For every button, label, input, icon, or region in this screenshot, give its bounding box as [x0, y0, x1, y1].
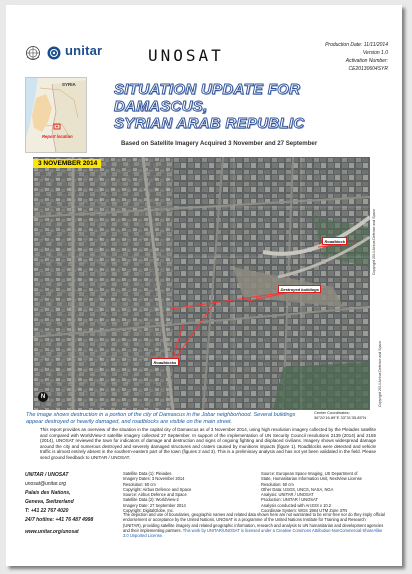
- satellite-image: [33, 157, 370, 410]
- metadata-right-item: Resolution: 50 cm: [261, 481, 294, 487]
- metadata-left-item: Imagery Dates: 3 November 2014: [123, 476, 185, 482]
- activation-number: CE20130604SYR: [348, 66, 388, 72]
- production-info: [278, 41, 388, 73]
- metadata-right-column: [261, 471, 362, 513]
- label-roadblock: Roadblock: [322, 237, 347, 245]
- metadata-left-item: Satellite Data (1): Pleiades: [123, 471, 172, 476]
- report-subtitle: Based on Satellite Imagery Acquired 3 November and 27 September: [121, 140, 318, 147]
- label-destroyed-buildings: Destroyed buildings: [278, 285, 321, 293]
- production-date: Production Date: 11/11/2014: [325, 42, 388, 48]
- vegetation-area: [273, 362, 370, 410]
- contact-address-1: Palais des Nations,: [25, 490, 71, 496]
- satellite-image-panel: [33, 157, 370, 410]
- contact-org: UNITAR / UNOSAT: [25, 472, 69, 478]
- metadata-right-item: Other Data: USGS, UNCS, NASA, NGA: [261, 486, 334, 492]
- inset-map-graphic: [26, 78, 86, 152]
- contact-hotline: 24/7 hotline: +41 76 487 4998: [25, 517, 94, 523]
- un-emblem-icon: [25, 45, 41, 61]
- unitar-wordmark: unitar: [65, 43, 103, 58]
- contact-block: [25, 471, 111, 537]
- metadata-left-item: Satellite Data (2): WorldView-2: [123, 497, 179, 503]
- coordinates-value: 36°20'16.89"E 33°31'35.85"N: [314, 415, 367, 420]
- metadata-left-item: Source: Airbus Defence and Space: [123, 492, 187, 498]
- unitar-logo-icon: [47, 46, 61, 60]
- location-inset-map: [25, 77, 87, 153]
- metadata-right-item: State, Humanitarian Information Unit, NextView License: [261, 476, 362, 482]
- metadata-right-item: Coordinate System: WGS 1984 UTM Zone 37N: [261, 508, 348, 514]
- metadata-right-item: Analysis conducted with ArcGIS v 10.2: [261, 502, 332, 508]
- contact-email[interactable]: unosat@unitar.org: [25, 481, 67, 487]
- disclaimer-block: [123, 512, 385, 538]
- syria-shape: [52, 80, 86, 152]
- version: Version 1.0: [362, 50, 388, 56]
- metadata-right-item: Production: UNITAR / UNOSAT: [261, 497, 318, 503]
- contact-address-2: Geneva, Switzerland: [25, 499, 74, 505]
- title-line-2: DAMASCUS,: [114, 98, 208, 115]
- report-page: [6, 5, 402, 566]
- north-arrow-icon: N: [38, 392, 48, 402]
- inset-report-location-label: Report location: [42, 134, 73, 139]
- dense-urban-area: [33, 157, 173, 410]
- report-body-text: This report provides an overview of the situation in the capital city of Damascus as of 3 November 2014, using high resolution imagery collected by the Pleiades satellite and compared with WorldView-2 satellite imagery collected 27 September. In support of the implementation of UN Security Council resolutions 2139 (2014) and 2165 (2014), UNOSAT reviewed the town for indicators of damage and destruction and signs of ongoing fighting and displaced civilians. Imagery shows widespread damage around the city and numerous destroyed and severely damaged structures and craters caused by munitions impacts (figure 1). Roadblocks were detected and vehicle traffic is almost entirely absent in the southern-eastern part of the town (figures 2 and 3). This is a preliminary analysis and has not yet been validated in the field. Please send ground feedback to UNITAR / UNOSAT.: [40, 427, 376, 460]
- disclaimer-text: The depiction and use of boundaries, geographic names and related data shown here are not warranted to be error-free nor do they imply official endorsement or acceptance by the United Nations. UNOSAT is a programme of the United Nations Institute for Training and Research (UNITAR), providing satellite imagery and related geographic information, research and analysis to UN humanitarian and development agencies and their implementing partners.: [123, 512, 385, 533]
- license-link[interactable]: This work by UNITAR/UNOSAT is licensed under a Creative Commons Attribution-NonCommercial-ShareAlike 3.0 Unported License.: [123, 527, 383, 539]
- image-date-label: 3 NOVEMBER 2014: [33, 159, 101, 168]
- contact-website-link[interactable]: www.unitar.org/unosat: [25, 529, 79, 535]
- metadata-right-item: Source: European Space Imaging, US Department of: [261, 471, 358, 476]
- unosat-wordmark: UNOSAT: [148, 46, 224, 65]
- activation-label: Activation Number:: [345, 58, 388, 64]
- label-roadblocks: Roadblocks: [151, 358, 179, 366]
- image-copyright-upper: Copyright 2014 Airbus Defense and Space: [372, 208, 376, 275]
- metadata-left-item: Copyright: DigitalGlobe, Inc.: [123, 508, 174, 514]
- image-copyright-lower: Copyright 2014 Airbus Defence and Space: [378, 340, 382, 407]
- metadata-left-item: Resolution: 50 cm: [123, 481, 156, 487]
- title-line-3: SYRIAN ARAB REPUBLIC: [114, 115, 305, 132]
- metadata-left-item: Imagery Date: 27 September 2014: [123, 502, 186, 508]
- metadata-left-item: Copyright: Airbus Defence and Space: [123, 486, 192, 492]
- image-caption: The image shows destruction in a portion of the city of Damascus in the Jobar neighborhood. Several buildings appear destroyed or heavily damaged, and roadblocks are visible on the main street.: [26, 412, 296, 425]
- contact-phone: T: +41 22 767 4020: [25, 508, 69, 514]
- report-title: [114, 81, 394, 132]
- title-line-1: SITUATION UPDATE FOR: [114, 81, 301, 98]
- inset-country-label: SYRIA: [62, 82, 76, 87]
- metadata-right-item: Analysis: UNITAR / UNOSAT: [261, 492, 314, 498]
- center-coordinates: [314, 410, 386, 420]
- metadata-left-column: [123, 471, 191, 513]
- coordinates-heading: Center Coordinates:: [314, 410, 350, 415]
